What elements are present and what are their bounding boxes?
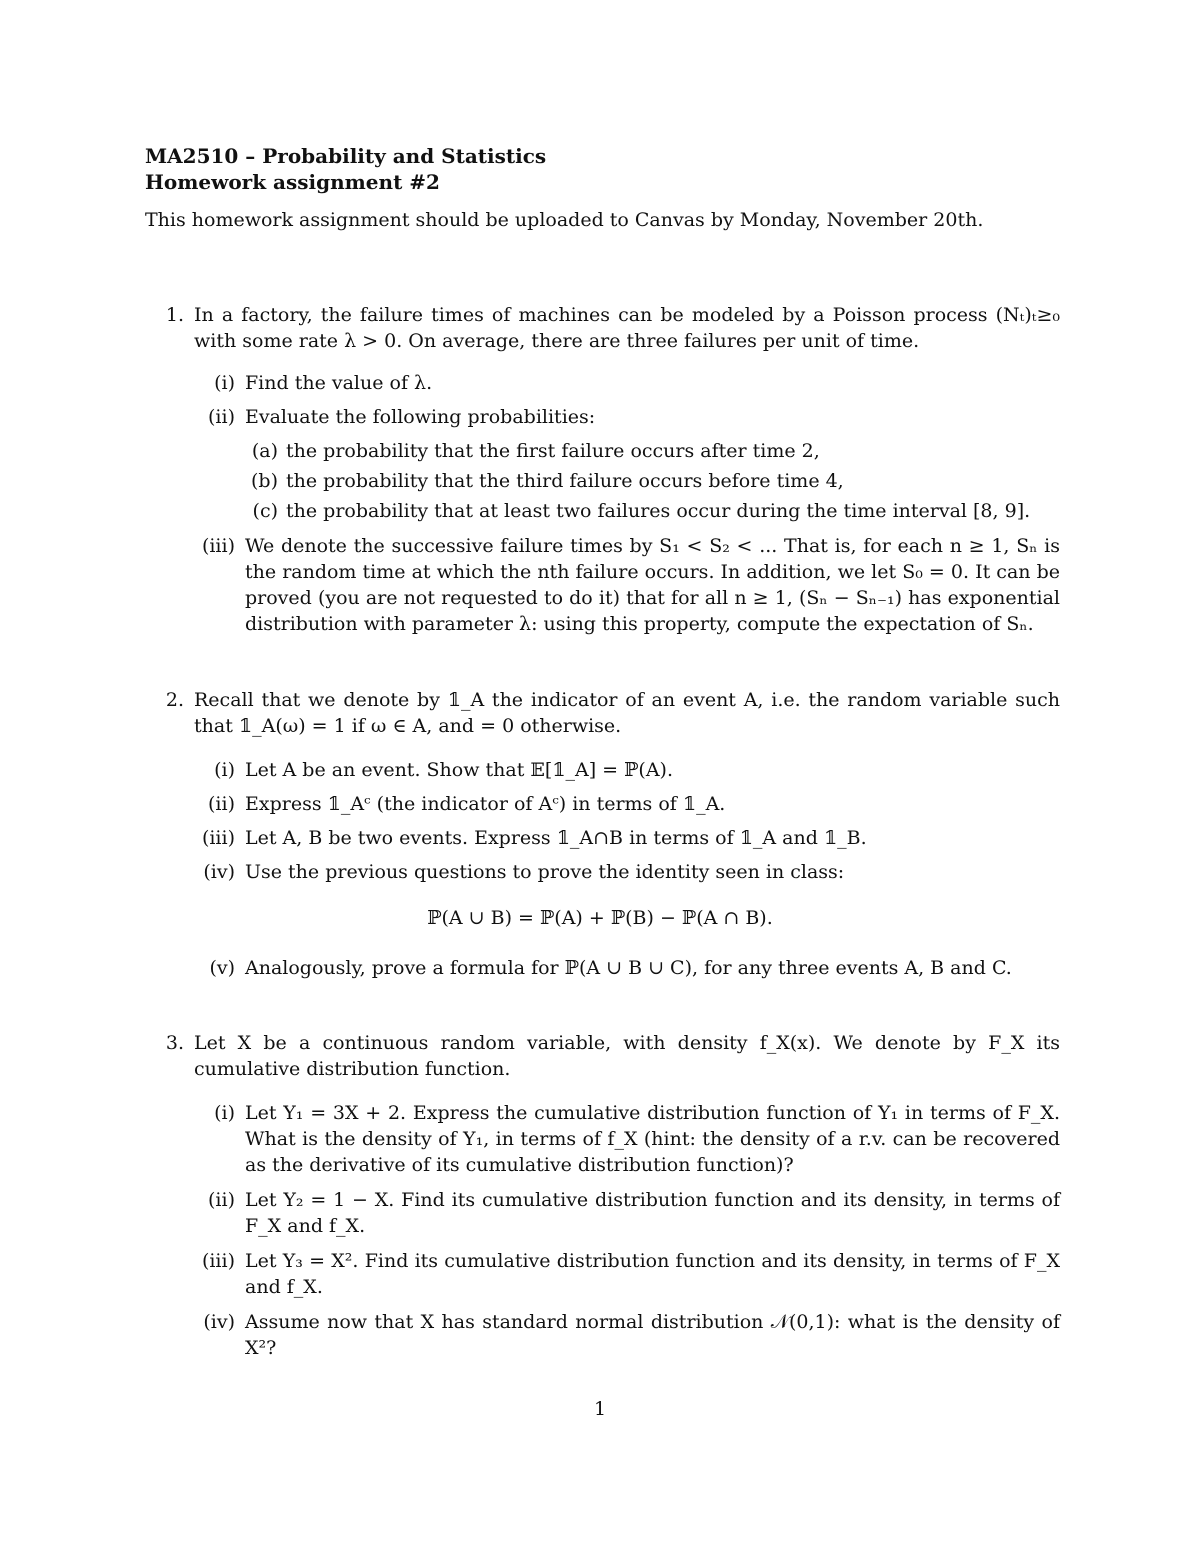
subquestion-number: (iii) bbox=[201, 1250, 235, 1272]
subquestion-number: (iii) bbox=[201, 827, 235, 849]
subquestion-number: (ii) bbox=[208, 793, 235, 815]
question-text: Recall that we denote by 𝟙_A the indicator of an event A, i.e. the random variable such that 𝟙_A(ω) = 1 if ω ∈ A, and = 0 otherwise. bbox=[194, 689, 1060, 737]
subquestion-text: Express 𝟙_Aᶜ (the indicator of Aᶜ) in terms of 𝟙_A. bbox=[245, 793, 726, 815]
question-number: 2. bbox=[165, 689, 184, 711]
subquestion-number: (i) bbox=[214, 1102, 235, 1124]
subquestion-text: Analogously, prove a formula for ℙ(A ∪ B ∪ C), for any three events A, B and C. bbox=[245, 957, 1012, 979]
display-formula: ℙ(A ∪ B) = ℙ(A) + ℙ(B) − ℙ(A ∩ B). bbox=[427, 907, 773, 929]
sub-subquestion-text: the probability that at least two failures occur during the time interval [8, 9]. bbox=[286, 500, 1031, 522]
subquestion-number: (iv) bbox=[203, 1311, 235, 1333]
subquestion-number: (iv) bbox=[203, 861, 235, 883]
subquestion-text: Assume now that X has standard normal distribution 𝒩(0,1): what is the density of X²? bbox=[245, 1311, 1060, 1359]
subquestion-text: Let A, B be two events. Express 𝟙_A∩B in terms of 𝟙_A and 𝟙_B. bbox=[245, 827, 867, 849]
subquestion-text: We denote the successive failure times by S₁ < S₂ < ... That is, for each n ≥ 1, Sₙ is the random time at which the nth failure occurs. In addition, we let S₀ = 0. It can be proved (you are not requested to do it) that for all n ≥ 1, (Sₙ − Sₙ₋₁) has exponential distribution with parameter λ: using this property, compute the expectation of Sₙ. bbox=[245, 535, 1060, 635]
subquestion-text: Let A be an event. Show that 𝔼[𝟙_A] = ℙ(A). bbox=[245, 759, 674, 781]
subquestion-text: Let Y₁ = 3X + 2. Express the cumulative distribution function of Y₁ in terms of F_X. What is the density of Y₁, in terms of f_X (hint: the density of a r.v. can be recovered as the derivative of its cumulative distribution function)? bbox=[245, 1102, 1060, 1176]
subquestion-number: (iii) bbox=[201, 535, 235, 557]
question-text: In a factory, the failure times of machines can be modeled by a Poisson process (Nₜ)ₜ≥₀ with some rate λ > 0. On average, there are three failures per unit of time. bbox=[194, 304, 1060, 352]
document-title: MA2510 – Probability and Statistics bbox=[145, 144, 547, 168]
subquestion-number: (v) bbox=[209, 957, 235, 979]
subquestion-text: Find the value of λ. bbox=[245, 372, 433, 394]
subquestion-number: (ii) bbox=[208, 1189, 235, 1211]
sub-subquestion-number: (a) bbox=[251, 440, 278, 462]
subquestion-number: (ii) bbox=[208, 406, 235, 428]
question-text: Let X be a continuous random variable, with density f_X(x). We denote by F_X its cumulative distribution function. bbox=[194, 1032, 1060, 1080]
subquestion-text: Let Y₃ = X². Find its cumulative distribution function and its density, in terms of F_X and f_X. bbox=[245, 1250, 1060, 1298]
question-number: 1. bbox=[165, 304, 184, 326]
sub-subquestion-text: the probability that the third failure occurs before time 4, bbox=[286, 470, 844, 492]
subquestion-number: (i) bbox=[214, 372, 235, 394]
question-number: 3. bbox=[165, 1032, 184, 1054]
page-number: 1 bbox=[593, 1398, 607, 1420]
sub-subquestion-number: (b) bbox=[251, 470, 278, 492]
intro-text: This homework assignment should be uploaded to Canvas by Monday, November 20th. bbox=[145, 209, 984, 231]
subquestion-text: Use the previous questions to prove the identity seen in class: bbox=[245, 861, 845, 883]
subquestion-text: Evaluate the following probabilities: bbox=[245, 406, 596, 428]
document-subtitle: Homework assignment #2 bbox=[145, 170, 440, 194]
sub-subquestion-text: the probability that the first failure occurs after time 2, bbox=[286, 440, 820, 462]
subquestion-text: Let Y₂ = 1 − X. Find its cumulative distribution function and its density, in terms of F_X and f_X. bbox=[245, 1189, 1060, 1237]
subquestion-number: (i) bbox=[214, 759, 235, 781]
sub-subquestion-number: (c) bbox=[252, 500, 278, 522]
